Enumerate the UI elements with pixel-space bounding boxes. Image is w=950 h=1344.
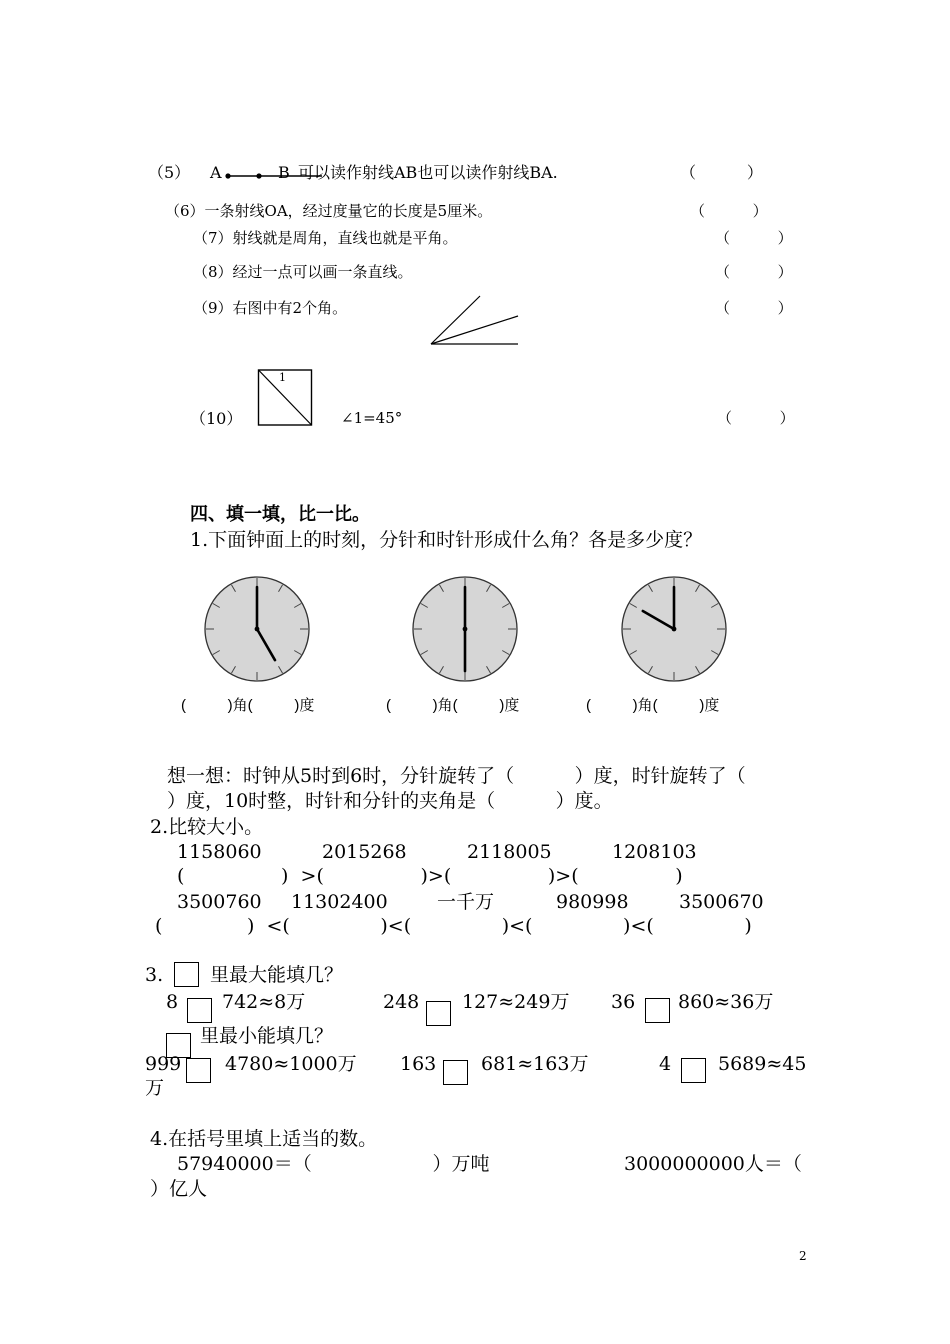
q3-item-3-before: 36 [611, 991, 636, 1013]
q3-number: 3. [145, 964, 164, 986]
clock-center [255, 627, 260, 632]
answer-box[interactable] [187, 998, 212, 1023]
q3-item-4-after: 4780≈1000万 [225, 1053, 357, 1075]
think-line-2: ）度，10时整，时针和分针的夹角是（ ）度。 [167, 790, 613, 812]
q2-row2-number: 3500760 [177, 891, 262, 913]
q10-answer-paren[interactable]: （ ） [717, 409, 795, 427]
q4-title: 4.在括号里填上适当的数。 [150, 1128, 378, 1150]
q6-answer-paren[interactable]: （ ） [690, 202, 768, 220]
q2-row2-number: 11302400 [291, 891, 388, 913]
q3-sub-title: 里最小能填几？ [200, 1025, 334, 1047]
angle-figure [428, 292, 528, 352]
q2-row2-answer[interactable]: ( ) <( )<( )<( )<( ) [155, 915, 752, 937]
q3-item-5-before: 163 [400, 1053, 437, 1075]
q2-row1-number: 1208103 [612, 841, 697, 863]
q2-title: 2.比较大小。 [150, 816, 264, 838]
answer-box[interactable] [426, 1001, 451, 1026]
q8-answer-paren[interactable]: （ ） [715, 263, 793, 281]
q5-number: （5） [148, 163, 191, 182]
clock-1-answer[interactable]: ( )角( )度 [181, 697, 315, 714]
clock-6-oclock [411, 575, 521, 685]
answer-box[interactable] [645, 998, 670, 1023]
q8-text: （8）经过一点可以画一条直线。 [193, 263, 413, 281]
q7-answer-paren[interactable]: （ ） [715, 229, 793, 247]
clock-5-oclock [203, 575, 313, 685]
clock-2-answer[interactable]: ( )角( )度 [386, 697, 520, 714]
q2-row1-answer[interactable]: ( ) >( )>( )>( ) [177, 865, 683, 887]
q5-text: 可以读作射线AB也可以读作射线BA. [298, 163, 558, 182]
answer-box[interactable] [443, 1060, 468, 1085]
q5-answer-paren[interactable]: （ ） [680, 163, 763, 182]
q6-text: （6）一条射线OA，经过度量它的长度是5厘米。 [165, 202, 493, 220]
q3-item-5-after: 681≈163万 [481, 1053, 589, 1075]
angle-1-label: 1 [279, 371, 286, 384]
q3-item-1-after: 742≈8万 [222, 991, 306, 1013]
q3-item-3-after: 860≈36万 [678, 991, 774, 1013]
clock-center [463, 627, 468, 632]
q3-item-4-before: 999 [145, 1053, 182, 1075]
q7-text: （7）射线就是周角，直线也就是平角。 [193, 229, 458, 247]
q3-item-2-after: 127≈249万 [462, 991, 570, 1013]
q1-text: 1.下面钟面上的时刻，分针和时针形成什么角？各是多少度？ [190, 529, 703, 551]
answer-box[interactable] [174, 962, 199, 987]
section-title: 四、填一填，比一比。 [190, 504, 370, 525]
q9-text: （9）右图中有2个角。 [193, 299, 348, 317]
q5-point-b: B [278, 163, 290, 182]
q2-row2-number: 3500670 [679, 891, 764, 913]
answer-box[interactable] [186, 1058, 211, 1083]
think-line-1: 想一想：时钟从5时到6时，分针旋转了（ ）度，时针旋转了（ [167, 765, 746, 787]
q2-row2-number: 980998 [556, 891, 629, 913]
q10-text: ∠1=45° [341, 409, 403, 427]
q2-row1-number: 2118005 [467, 841, 552, 863]
q2-row1-number: 2015268 [322, 841, 407, 863]
q10-number: （10） [190, 409, 243, 428]
q3-item-6-before: 4 [659, 1053, 672, 1075]
q3-item-1-before: 8 [166, 991, 179, 1013]
clock-center [672, 627, 677, 632]
q5-point-a: A [210, 163, 222, 182]
q4-line-2[interactable]: ）亿人 [150, 1178, 208, 1200]
q3-item-6-after: 5689≈45 [718, 1053, 807, 1075]
q2-row2-number: 一千万 [437, 891, 495, 913]
square-diagonal-figure [257, 368, 317, 428]
q3-title: 里最大能填几？ [210, 964, 344, 986]
answer-box[interactable] [681, 1058, 706, 1083]
q3-item-2-before: 248 [383, 991, 420, 1013]
q3-wrap: 万 [145, 1077, 165, 1099]
clock-10-oclock [620, 575, 730, 685]
page-number: 2 [799, 1249, 807, 1263]
clock-3-answer[interactable]: ( )角( )度 [586, 697, 720, 714]
q9-answer-paren[interactable]: （ ） [715, 299, 793, 317]
q4-line-1a[interactable]: 57940000＝（ ）万吨 [177, 1153, 490, 1175]
q4-line-1b[interactable]: 3000000000人＝（ [624, 1153, 802, 1175]
q2-row1-number: 1158060 [177, 841, 262, 863]
